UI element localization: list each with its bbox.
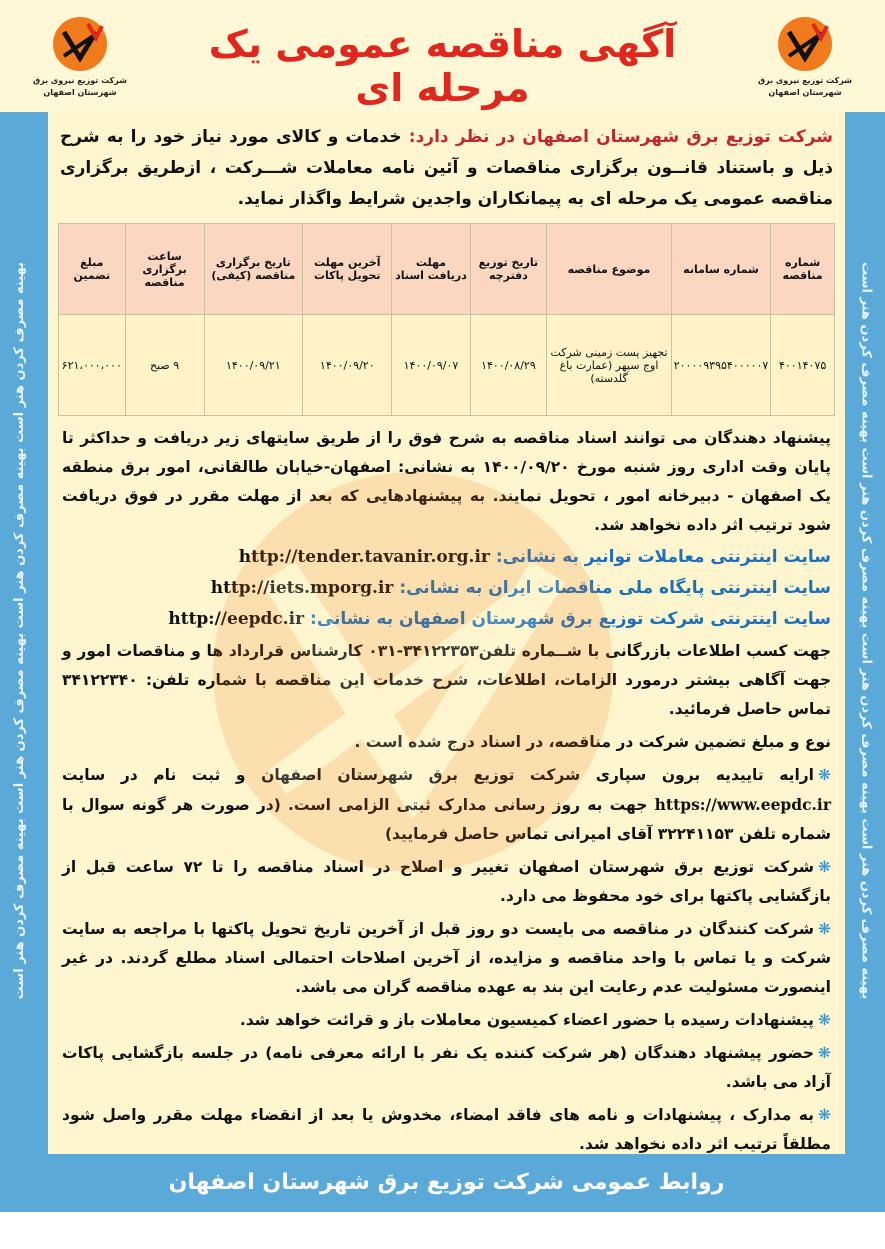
site-line-iets (48, 573, 845, 604)
column-header: آخرین مهلت تحویل پاکات (303, 224, 392, 315)
site-link-tavanir[interactable]: http://tender.tavanir.org.ir (238, 547, 490, 567)
right-side-strip (851, 110, 881, 1152)
company-logo-right (745, 14, 865, 104)
table-cell: تجهیز پست زمینی شرکت اوج سپهر (عمارت باغ گلدسته) (547, 315, 671, 416)
site-link-eepdc-https[interactable]: https://www.eepdc.ir (654, 795, 831, 814)
bullet-text-continued: جهت به روز رسانی مدارک ثبتی الزامی است. (در صورت هر گونه سوال با شماره تلفن ۳۲۲۴۱۱۵۳ آقای امیرانی تماس حاصل فرمایید) (62, 796, 831, 843)
logo-caption-1: شرکت توزیع نیروی برق (757, 76, 853, 85)
intro-paragraph (48, 112, 845, 219)
table-cell: ۱۴۰۰/۰۹/۲۰ (303, 315, 392, 416)
table-cell: ۱۴۰۰/۰۸/۲۹ (470, 315, 547, 416)
bullet-item (48, 851, 845, 913)
table-cell: ۲۰۰۰۰۹۳۹۵۴۰۰۰۰۰۷ (671, 315, 771, 416)
tender-table (58, 223, 835, 416)
column-header: موضوع مناقصه (547, 224, 671, 315)
bullet-item (48, 1037, 845, 1099)
column-header: شماره سامانه (671, 224, 771, 315)
page-title: آگهی مناقصه عمومی یک مرحله ای (208, 22, 677, 110)
site-label: سایت اینترنتی شرکت توزیع برق شهرستان اصفهان به نشانی: (310, 609, 831, 629)
bullet-text: به مدارک ، پیشنهادات و نامه های فاقد امضاء، مخدوش یا بعد از انقضاء مهلت مقرر واصل شود مطلقاً ترتیب اثر داده نخواهد شد. (62, 1106, 831, 1153)
bullet-text: ارایه تاییدیه برون سپاری شرکت توزیع برق شهرستان اصفهان و ثبت نام در سایت (62, 766, 814, 784)
left-side-slogan: بهینه مصرف کردن هنر است بهینه مصرف کردن هنر است بهینه مصرف کردن هنر است بهینه مصرف کردن هنر است (11, 262, 27, 1000)
left-side-strip (4, 110, 34, 1152)
table-row (59, 315, 835, 416)
column-header: تاریخ توزیع دفترچه (470, 224, 547, 315)
table-header-row (59, 224, 835, 315)
site-label: سایت اینترنتی پایگاه ملی مناقصات ایران به نشانی: (399, 578, 831, 598)
contact-paragraph: جهت کسب اطلاعات بازرگانی با شــماره تلفن۳۴۱۲۲۳۵۳-۰۳۱ کارشناس قرارداد ها و مناقصات امور و جهت آگاهی بیشتر درمورد الزامات، اطلاعات، شرح خدمات این مناقصه با شماره تلفن: ۳۴۱۲۲۳۴۰ تماس حاصل فرمائید. (62, 642, 831, 718)
company-logo-left (20, 14, 140, 104)
column-header: مهلت دریافت اسناد (392, 224, 470, 315)
column-header: تاریخ برگزاری مناقصه (کیفی) (204, 224, 303, 315)
bullet-icon: ❋ (818, 766, 831, 784)
bullet-text: حضور پیشنهاد دهندگان (هر شرکت کننده یک نفر با ارائه معرفی نامه) در جلسه بازگشایی پاکات آزاد می باشد. (62, 1044, 831, 1091)
site-label: سایت اینترنتی معاملات توانیر به نشانی: (495, 547, 831, 567)
bullet-icon: ❋ (818, 920, 831, 938)
intro-text: خدمات و کالای مورد نیاز خود را به شرح ذیل و باستناد قانــون برگزاری مناقصات و آئین نامه معاملات شـــرکت ، ازطریق برگزاری مناقصه عمومی یک مرحله ای به پیمانکاران واجدین شرایط واگذار نماید. (60, 127, 833, 209)
guarantee-note: نوع و مبلغ تضمین شرکت در مناقصه، در اسناد درج شده است . (354, 733, 831, 751)
site-link-iets[interactable]: http://iets.mporg.ir (210, 578, 394, 598)
company-logo-icon (775, 14, 835, 74)
column-header: ساعت برگزاری مناقصه (125, 224, 204, 315)
site-link-eepdc[interactable]: http://eepdc.ir (168, 609, 305, 629)
site-line-tavanir (48, 542, 845, 573)
footer-public-relations: روابط عمومی شرکت توزیع برق شهرستان اصفهان (48, 1154, 845, 1212)
logo-caption-2: شهرستان اصفهان (43, 88, 117, 97)
column-header: شماره مناقصه (771, 224, 835, 315)
table-cell: ۱۴۰۰/۰۹/۰۷ (392, 315, 470, 416)
bullet-icon: ❋ (818, 858, 831, 876)
bullet-text: پیشنهادات رسیده با حضور اعضاء کمیسیون معاملات باز و قرائت خواهد شد. (239, 1011, 814, 1029)
bullet-text: شرکت کنندگان در مناقصه می بایست دو روز قبل از آخرین تاریخ تحویل پاکتها با مراجعه به سایت شرکت و یا تماس با واحد مناقصه و مزایده، از آخرین اصلاحات احتمالی اسناد مطلع گردند. در غیر اینصورت مسئولیت عدم رعایت این بند به عهده مناقصه گران می باشد. (62, 920, 831, 996)
bullet-item (48, 1004, 845, 1037)
bullet-icon: ❋ (818, 1011, 831, 1029)
submission-paragraph: پیشنهاد دهندگان می توانند اسناد مناقصه به شرح فوق را از طریق سایتهای زیر دریافت و حداکثر تا پایان وقت اداری روز شنبه مورخ ۱۴۰۰/۰۹/۲۰ به نشانی: اصفهان-خیابان طالقانی، امور برق منطقه یک اصفهان - دبیرخانه امور ، تحویل نمایند. به پیشنهادهایی که بعد از مهلت مقرر در فوق دریافت شود ترتیب اثر داده نخواهد شد. (62, 429, 831, 534)
bullet-icon: ❋ (818, 1044, 831, 1062)
logo-caption-2: شهرستان اصفهان (768, 88, 842, 97)
company-logo-icon (50, 14, 110, 74)
table-cell: ۴۰۰۱۴۰۷۵ (771, 315, 835, 416)
company-heading: شرکت توزیع برق شهرستان اصفهان در نظر دارد: (408, 127, 833, 147)
bullet-item (48, 759, 845, 851)
table-cell: ۹ صبح (125, 315, 204, 416)
bullet-item (48, 1099, 845, 1154)
bullet-item (48, 913, 845, 1004)
table-cell: ۶۲۱،۰۰۰،۰۰۰ (59, 315, 126, 416)
header (0, 0, 885, 112)
column-header: مبلغ تضمین (59, 224, 126, 315)
site-line-eepdc (48, 604, 845, 635)
table-cell: ۱۴۰۰/۰۹/۲۱ (204, 315, 303, 416)
notice-body (48, 112, 845, 1154)
bullet-icon: ❋ (818, 1106, 831, 1124)
logo-caption-1: شرکت توزیع نیروی برق (32, 76, 128, 85)
right-side-slogan: بهینه مصرف کردن هنر است بهینه مصرف کردن هنر است بهینه مصرف کردن هنر است بهینه مصرف کردن هنر است (858, 262, 874, 1000)
bullet-text: شرکت توزیع برق شهرستان اصفهان تغییر و اصلاح در اسناد مناقصه را تا ۷۲ ساعت قبل از بازگشایی پاکتها برای خود محفوظ می دارد. (62, 858, 831, 905)
